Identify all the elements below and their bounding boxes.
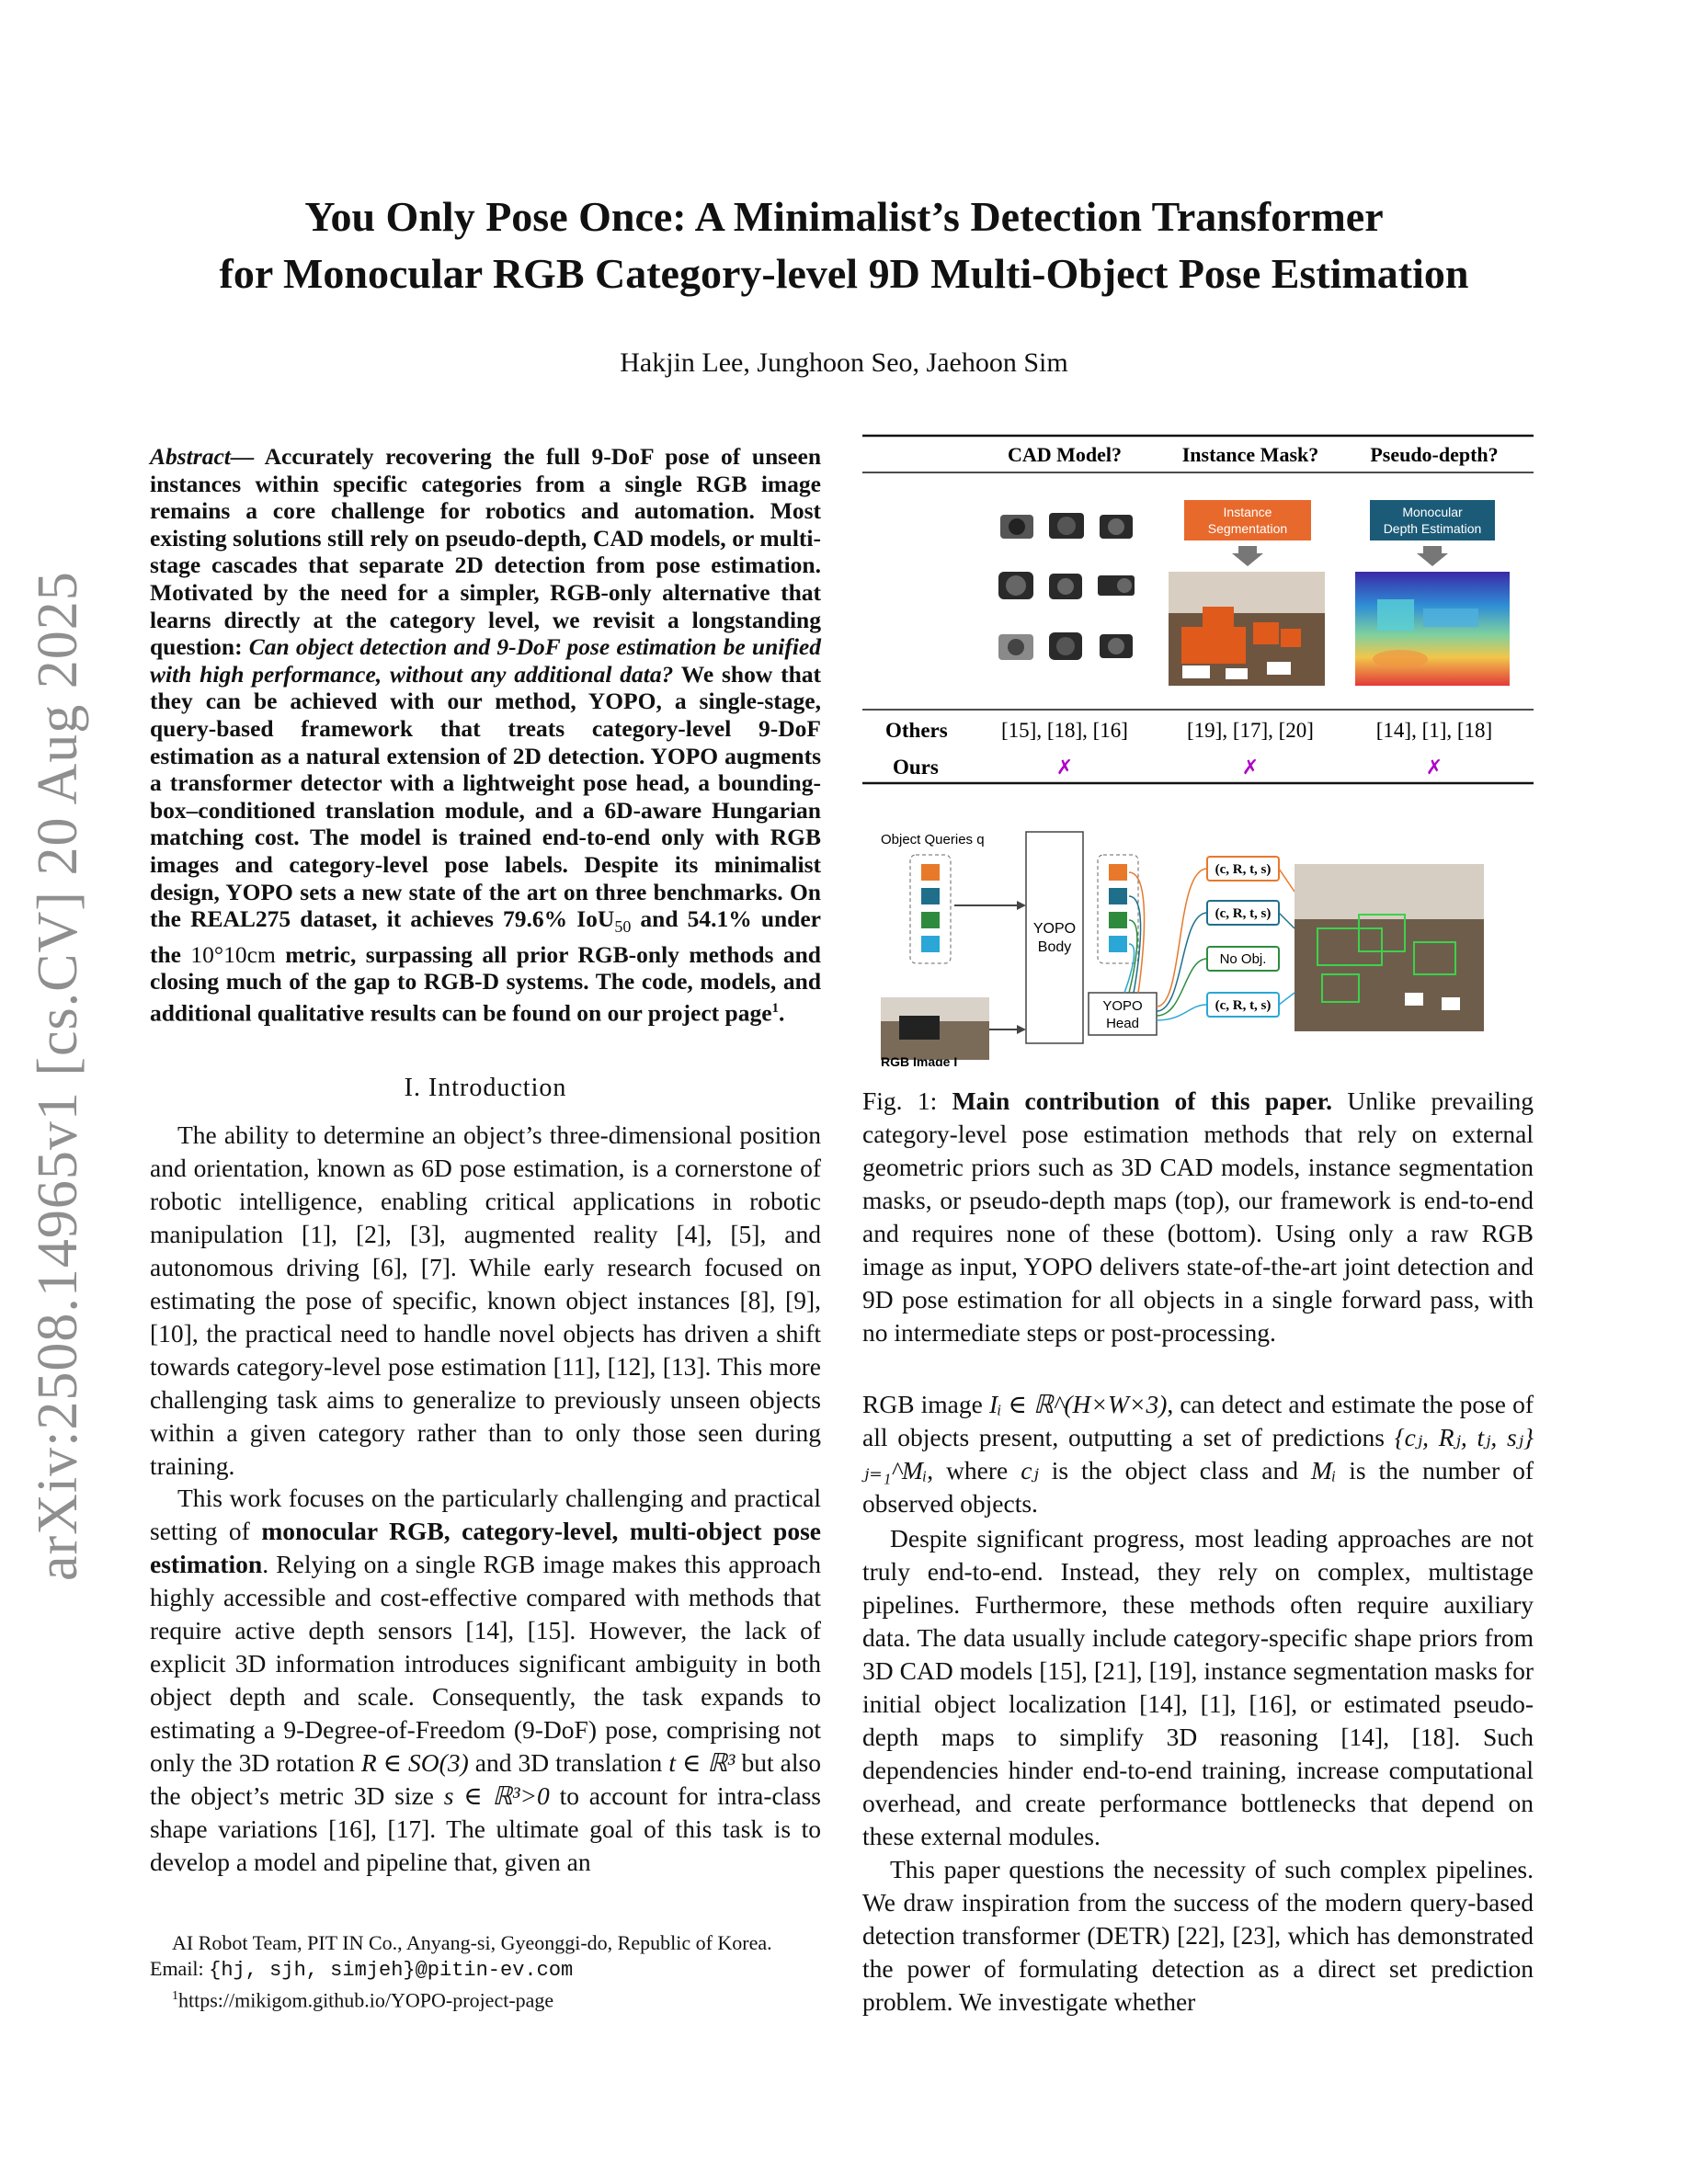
abstract-question: Can object detection and 9-DoF pose estimation be unified with high performance, without any additional data?: [150, 633, 822, 688]
figure-yopo-diagram: [862, 827, 1534, 1066]
query-token: [921, 888, 940, 904]
intro-p2-text-d: but also the object’s metric 3D size: [150, 1748, 821, 1810]
ours-cad-cross-icon: ✗: [1055, 756, 1074, 779]
math-translation: t ∈ ℝ³: [668, 1748, 736, 1777]
section-heading-introduction: I. Introduction: [404, 1074, 567, 1102]
footnote-affiliation: AI Robot Team, PIT IN Co., Anyang-si, Gyeonggi-do, Republic of Korea.: [172, 1931, 772, 1954]
intro-p2-text-e: to account for intra-class shape variations [16], [17]. The ultimate goal of this task is to develop a model and pipeline that, given an: [150, 1781, 821, 1876]
right-p1-text-b: , can detect and estimate the pose of all objects present, outputting a set of predictions: [862, 1390, 1534, 1451]
math-class: cⱼ: [1021, 1456, 1039, 1484]
others-depth-refs: [14], [1], [18]: [1375, 719, 1493, 742]
down-arrow-icon: [1232, 546, 1263, 566]
decoded-query-token: [1109, 936, 1127, 952]
abstract-footmark: 1: [771, 1000, 780, 1016]
abstract-text-1: Accurately recovering the full 9-DoF pose of unseen instances within specific categories from a single RGB image remains a core challenge for robotics and automation. Most existing solutions still rely on pseudo-depth, CAD models, or multi-stage cascades that separate 2D detection from pose estimation. Motivated by the need for a simpler, RGB-only alternative that learns directly at the category level, we revisit a longstanding question:: [150, 443, 821, 661]
yopo-body-label-2: Body: [1037, 939, 1072, 955]
title-line-2: for Monocular RGB Category-level 9D Multi-Object Pose Estimation: [219, 250, 1469, 297]
row-label-ours: Ours: [893, 756, 939, 779]
figure-comparison-table: [862, 434, 1534, 785]
output-label: No Obj.: [1219, 951, 1267, 967]
decoded-query-token: [1109, 912, 1127, 928]
cad-model-thumbnails: [998, 513, 1135, 660]
intro-paragraph-2: [150, 1482, 821, 1879]
instance-segmentation-block: [1169, 500, 1325, 686]
footnote-url-line: [150, 1984, 821, 2013]
right-paragraph-3: This paper questions the necessity of such complex pipelines. We draw inspiration from the success of the modern query-based detection transformer (DETR) [22], [23], which has demonstrated the power of formulating detection as a direct set prediction problem. We investigate whether: [862, 1855, 1534, 2016]
footnotes: [150, 1930, 821, 2013]
output-label: (c, R, t, s): [1215, 998, 1272, 1013]
rgb-image-label: RGB Image I: [881, 1054, 958, 1066]
paper-title: [110, 188, 1578, 302]
math-predictions: {cⱼ, Rⱼ, tⱼ, sⱼ}ⱼ₌₁^Mᵢ: [862, 1423, 1534, 1484]
decoded-query-token: [1109, 888, 1127, 904]
footnote-url[interactable]: https://mikigom.github.io/YOPO-project-page: [178, 1988, 554, 2012]
header-pseudo-depth: Pseudo-depth?: [1370, 443, 1499, 466]
intro-p2-text-a: This work focuses on the particularly challenging and practical setting of: [150, 1484, 821, 1545]
figure-caption: [862, 1085, 1534, 1349]
caption-label: Fig. 1:: [862, 1086, 952, 1115]
query-token: [921, 912, 940, 928]
others-mask-refs: [19], [17], [20]: [1187, 719, 1314, 742]
intro-p2-bold: monocular RGB, category-level, multi-object pose estimation: [150, 1517, 821, 1578]
abstract-end: .: [779, 999, 785, 1027]
right-p1-text-a: RGB image: [862, 1390, 989, 1418]
right-p1-text-c: , where: [927, 1456, 1021, 1484]
abstract-iou-subscript: 50: [614, 917, 632, 937]
output-label: (c, R, t, s): [1215, 906, 1272, 921]
authors: Hakjin Lee, Junghoon Seo, Jaehoon Sim: [620, 347, 1068, 378]
ours-mask-cross-icon: ✗: [1241, 756, 1260, 779]
comparison-table-graphic: [862, 434, 1534, 785]
instance-box-label-2: Segmentation: [1207, 521, 1288, 536]
header-cad-model: CAD Model?: [1007, 443, 1123, 466]
depth-box-label: Monocular: [1402, 505, 1463, 519]
abstract: [150, 443, 821, 1027]
abstract-text-3: and 54.1% under the: [150, 905, 822, 968]
right-paragraph-1: [862, 1388, 1534, 1520]
others-cad-refs: [15], [18], [16]: [1001, 719, 1128, 742]
yopo-head-label: YOPO: [1102, 998, 1143, 1014]
intro-p2-text-c: and 3D translation: [468, 1748, 669, 1777]
math-image: Iᵢ ∈ ℝ^(H×W×3): [988, 1390, 1168, 1418]
caption-bold: Main contribution of this paper.: [952, 1086, 1333, 1115]
yopo-body-box: [1026, 832, 1083, 1043]
abstract-text-2: We show that they can be achieved with our method, YOPO, a single-stage, query-based framework that treats category-level 9-DoF estimation as a natural extension of 2D detection. YOPO augments a transformer detector with a lightweight pose head, a bounding-box–conditioned translation module, and a 6D-aware Hungarian matching cost. The model is trained end-to-end only with RGB images and category-level pose labels. Despite its minimalist design, YOPO sets a new state of the art on three benchmarks. On the REAL275 dataset, it achieves 79.6% IoU: [150, 660, 822, 933]
queries-label: Object Queries q: [881, 832, 985, 847]
footnote-email-line: [150, 1956, 821, 1984]
caption-text: Unlike prevailing category-level pose estimation methods that rely on external geometric priors such as 3D CAD models, instance segmentation masks, or pseudo-depth maps (top), our framework is end-to-end and requires none of these (bottom). Using only a raw RGB image as input, YOPO delivers state-of-the-art joint detection and 9D pose estimation for all objects in a single forward pass, with no intermediate steps or post-processing.: [862, 1086, 1534, 1347]
yopo-diagram-graphic: [862, 827, 1534, 1066]
math-rotation: R ∈ SO(3): [360, 1748, 469, 1777]
intro-p2-text-b: . Relying on a single RGB image makes this approach highly accessible and cost-effective compared with methods that require active depth sensors [14], [15]. However, the lack of explicit 3D information introduces significant ambiguity in both object depth and scale. Consequently, the task expands to estimating a 9-Degree-of-Freedom (9-DoF) pose, comprising not only the 3D rotation: [150, 1550, 821, 1777]
footnote-mark: 1: [172, 1989, 178, 2003]
yopo-body-label: YOPO: [1032, 921, 1077, 937]
math-count: Mᵢ: [1310, 1456, 1337, 1484]
abstract-metric: 10°10cm: [190, 940, 276, 968]
title-line-1: You Only Pose Once: A Minimalist’s Detection Transformer: [304, 193, 1384, 240]
output-label: (c, R, t, s): [1215, 862, 1272, 877]
depth-estimation-block: [1355, 500, 1510, 686]
intro-paragraph-1: The ability to determine an object’s three-dimensional position and orientation, known as 6D pose estimation, is a cornerstone of robotic intelligence, enabling critical applications in robotic manipulation [1], [2], [3], augmented reality [4], [5], and autonomous driving [6], [7]. While early research focused on estimating the pose of specific, known object instances [8], [9], [10], the practical need to handle novel objects has driven a shift towards category-level pose estimation [11], [12], [13]. This more challenging task aims to generalize to previously unseen objects within a given category rather than to only those seen during training.: [150, 1120, 821, 1480]
down-arrow-icon: [1417, 546, 1448, 566]
arxiv-identifier: arXiv:2508.14965v1 [cs.CV] 20 Aug 2025: [27, 571, 89, 1581]
depth-box-label-2: Depth Estimation: [1383, 521, 1482, 536]
decoded-query-token: [1109, 864, 1127, 881]
math-size: s ∈ ℝ³>0: [443, 1781, 550, 1810]
abstract-label: Abstract—: [150, 443, 255, 470]
right-paragraph-2: Despite significant progress, most leading approaches are not truly end-to-end. Instead, they rely on complex, multistage pipelines. Furthermore, these methods often require auxiliary data. The data usually include category-specific shape priors from 3D CAD models [15], [21], [19], instance segmentation masks for initial object localization [14], [1], [16], or estimated pseudo-depth maps to simplify 3D reasoning [14], [18]. Such dependencies hinder end-to-end training, increase computational overhead, and create performance bottlenecks that depend on these external modules.: [862, 1524, 1534, 1850]
right-p1-text-d: is the object class and: [1038, 1456, 1311, 1484]
right-p1-text-e: is the number of observed objects.: [862, 1456, 1534, 1518]
footnote-email-label: Email:: [150, 1957, 210, 1980]
footnote-email: {hj, sjh, simjeh}@pitin-ev.com: [209, 1959, 574, 1982]
query-token: [921, 864, 940, 881]
query-token: [921, 936, 940, 952]
row-label-others: Others: [885, 719, 948, 742]
abstract-text-4: metric, surpassing all prior RGB-only methods and closing much of the gap to RGB-D systems. The code, models, and additional qualitative results can be found on our project page: [150, 940, 821, 1027]
ours-depth-cross-icon: ✗: [1425, 756, 1443, 779]
yopo-head-label-2: Head: [1106, 1016, 1139, 1031]
instance-box-label: Instance: [1223, 505, 1272, 519]
header-instance-mask: Instance Mask?: [1181, 443, 1319, 466]
